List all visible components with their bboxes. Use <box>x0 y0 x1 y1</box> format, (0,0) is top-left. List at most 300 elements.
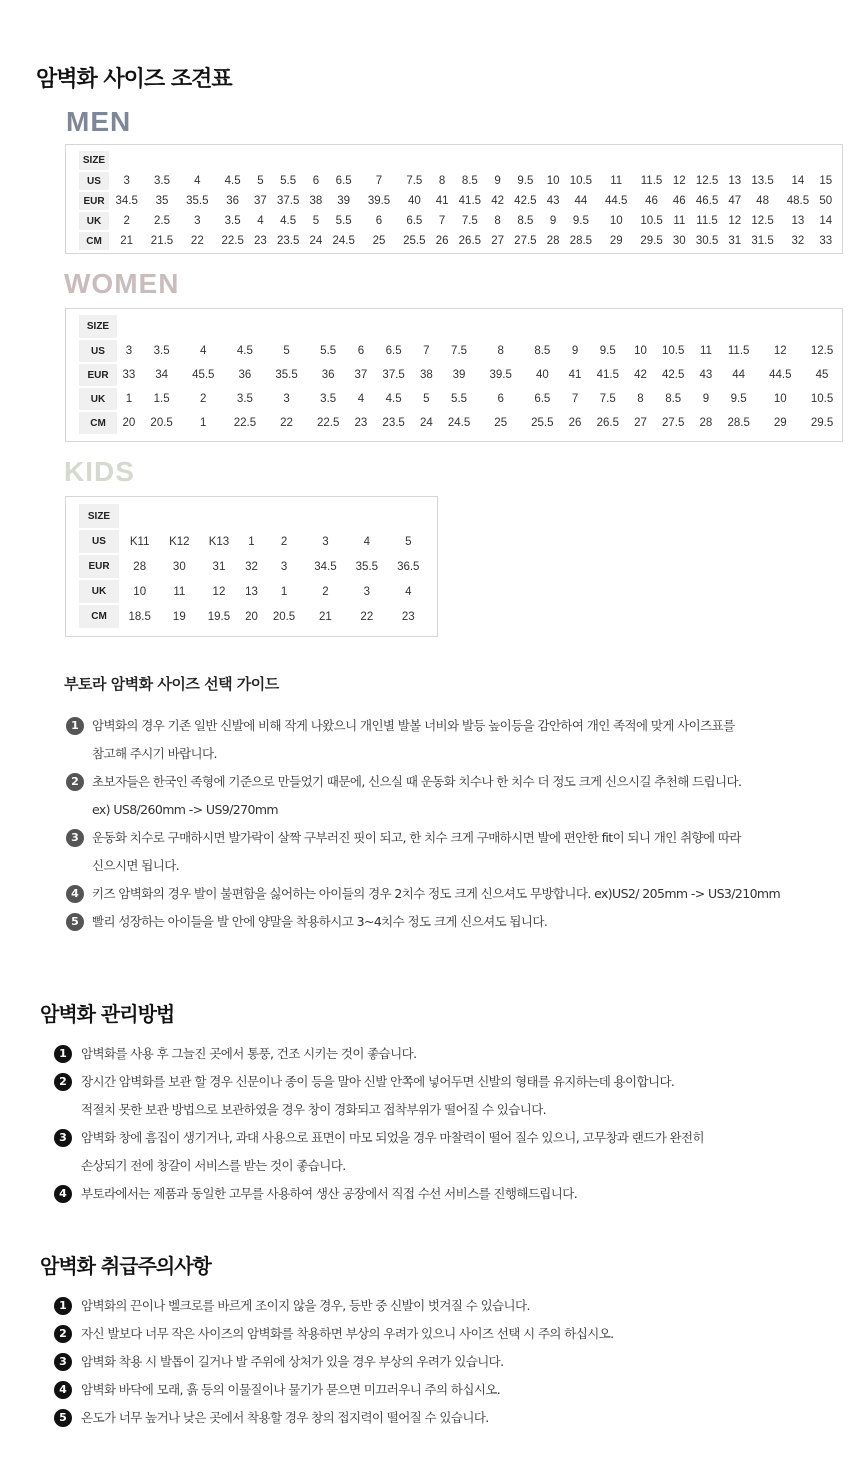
size-cell: 22 <box>190 235 204 247</box>
size-cell: 38 <box>419 369 433 381</box>
size-cell: 1 <box>200 417 207 429</box>
size-header-cell: SIZE <box>79 151 109 171</box>
size-cell: 22.5 <box>316 417 340 429</box>
women-size-chart <box>65 308 843 442</box>
size-cell: 2 <box>200 393 207 405</box>
size-cell: 39 <box>337 195 351 207</box>
number-badge: 3 <box>54 1129 72 1147</box>
size-cell: 5 <box>423 393 430 405</box>
care-item <box>54 1068 844 1124</box>
size-cell: 7.5 <box>461 215 478 227</box>
item-text-line: 참고해 주시기 바랍니다. <box>92 746 217 761</box>
care-item <box>54 1180 844 1208</box>
size-cell: 13 <box>245 585 258 598</box>
size-cell: 4 <box>257 215 264 227</box>
size-cell: 43 <box>699 369 713 381</box>
size-cell: 23.5 <box>276 235 300 247</box>
size-cell: 5.5 <box>280 175 297 187</box>
size-row-eur <box>79 363 843 387</box>
number-badge: 4 <box>54 1381 72 1399</box>
size-cell: 40 <box>407 195 421 207</box>
size-cell: 10.5 <box>810 393 834 405</box>
row-label: EUR <box>79 363 117 387</box>
size-cell: 3.5 <box>153 175 170 187</box>
size-cell: 3.5 <box>153 345 170 357</box>
size-row-cm <box>79 231 836 251</box>
size-cell: 33 <box>819 235 833 247</box>
size-cell: 8.5 <box>665 393 682 405</box>
number-badge: 1 <box>54 1297 72 1315</box>
size-cell: 9 <box>549 215 557 227</box>
size-cell: 31 <box>212 560 226 573</box>
size-cell: 7 <box>375 175 383 187</box>
row-label: UK <box>79 387 117 411</box>
size-cell: 34.5 <box>314 560 337 573</box>
size-cell: 40 <box>535 369 549 381</box>
size-cell: 3 <box>123 175 130 187</box>
size-cell: 10 <box>634 345 647 357</box>
row-label: US <box>79 529 119 554</box>
size-cell: 33 <box>122 369 136 381</box>
size-cell: 1 <box>125 393 133 405</box>
size-cell: 5.5 <box>320 345 337 357</box>
size-cell: 21 <box>319 610 332 623</box>
size-cell: 6 <box>375 215 383 227</box>
size-cell: 14 <box>791 175 805 187</box>
size-cell: 8.5 <box>534 345 551 357</box>
size-cell: 15 <box>819 175 833 187</box>
size-cell: 28 <box>133 560 147 573</box>
size-cell: 42 <box>491 195 504 207</box>
size-cell: 23 <box>401 610 415 623</box>
size-cell: 12.5 <box>695 175 719 187</box>
size-cell: 18.5 <box>128 610 151 623</box>
size-cell: 3 <box>322 535 329 548</box>
size-cell: 9.5 <box>572 215 589 227</box>
item-text-line: 암벽화 창에 흠집이 생기거나, 과대 사용으로 표면이 마모 되었을 경우 마찰력이 떨어 질수 있으니, 고무창과 랜드가 완전히 <box>81 1130 704 1145</box>
size-row-us <box>79 171 836 191</box>
size-cell: 36 <box>226 195 240 207</box>
size-cell: 2 <box>322 585 329 598</box>
size-cell: 9 <box>494 175 501 187</box>
size-cell: 4.5 <box>236 345 253 357</box>
size-cell: 3.5 <box>320 393 337 405</box>
caution-item <box>54 1376 844 1404</box>
size-cell: 39.5 <box>489 369 512 381</box>
size-cell: 5.5 <box>335 215 352 227</box>
size-cell: 6.5 <box>335 175 352 187</box>
size-cell: 3 <box>363 585 371 598</box>
size-cell: 27.5 <box>662 417 685 429</box>
size-cell: 6 <box>312 175 320 187</box>
caution-item <box>54 1404 844 1432</box>
size-cell: 12 <box>728 215 742 227</box>
size-cell: 11 <box>699 345 712 357</box>
size-cell: 45 <box>815 369 829 381</box>
size-cell: 9.5 <box>730 393 747 405</box>
size-cell: 9.5 <box>517 175 534 187</box>
size-cell: 10 <box>773 393 787 405</box>
size-cell: 31.5 <box>751 235 774 247</box>
size-cell: 20 <box>122 417 136 429</box>
size-cell: 4 <box>357 393 365 405</box>
size-cell: K11 <box>129 535 150 548</box>
size-cell: 36 <box>321 369 335 381</box>
size-cell: 35.5 <box>355 560 379 573</box>
size-cell: 12.5 <box>810 345 834 357</box>
size-cell: 8.5 <box>517 215 534 227</box>
guide-item <box>66 712 846 768</box>
size-cell: 10 <box>609 215 623 227</box>
size-cell: 32 <box>791 235 805 247</box>
size-cell: 21.5 <box>150 235 174 247</box>
size-cell: 19 <box>172 610 186 623</box>
size-cell: 13.5 <box>751 175 774 187</box>
size-cell: 48.5 <box>786 195 810 207</box>
size-row-uk <box>79 387 843 411</box>
item-text-line: ex) US8/260mm -> US9/270mm <box>92 802 278 817</box>
size-cell: 27 <box>634 417 647 429</box>
item-text-line: 신으시면 됩니다. <box>92 858 180 873</box>
size-cell: 20 <box>245 610 258 623</box>
size-cell: 27.5 <box>514 235 537 247</box>
care-section-title: 암벽화 관리방법 <box>40 1002 175 1026</box>
row-label: US <box>79 339 117 363</box>
care-item <box>54 1040 844 1068</box>
size-cell: 4.5 <box>224 175 241 187</box>
number-badge: 3 <box>54 1353 72 1371</box>
number-badge: 3 <box>66 829 84 847</box>
size-header-cell: SIZE <box>79 315 117 339</box>
kids-size-table <box>79 504 429 630</box>
row-label: US <box>79 171 109 191</box>
women-size-table <box>79 315 843 436</box>
size-cell: 12 <box>773 345 787 357</box>
size-cell: 11.5 <box>696 215 718 227</box>
caution-section-title: 암벽화 취급주의사항 <box>40 1254 211 1278</box>
size-cell: 10.5 <box>640 215 663 227</box>
size-cell: 12 <box>672 175 686 187</box>
size-cell: 28.5 <box>569 235 593 247</box>
size-cell: 4 <box>363 535 371 548</box>
size-row-uk <box>79 579 429 604</box>
item-text-line: 적절치 못한 보관 방법으로 보관하였을 경우 창이 경화되고 접착부위가 떨어질 수 있습니다. <box>81 1102 547 1117</box>
size-cell: 5 <box>283 345 290 357</box>
size-cell: 36.5 <box>397 560 420 573</box>
size-cell: 29 <box>773 417 787 429</box>
row-label: UK <box>79 211 109 231</box>
size-cell: 26.5 <box>458 235 482 247</box>
row-label: CM <box>79 604 119 629</box>
size-row-cm <box>79 411 843 435</box>
size-cell: 20.5 <box>150 417 173 429</box>
size-cell: 41 <box>568 369 582 381</box>
item-text-line: 키즈 암벽화의 경우 발이 불편함을 싫어하는 아이들의 경우 2치수 정도 크게 신으셔도 무방합니다. ex)US2/ 205mm -> US3/210mm <box>92 886 781 901</box>
size-cell: 8 <box>438 175 446 187</box>
size-cell: 8 <box>637 393 644 405</box>
size-cell: 44.5 <box>769 369 792 381</box>
size-cell: 37 <box>354 369 368 381</box>
caution-item <box>54 1348 844 1376</box>
size-cell: 3 <box>125 345 133 357</box>
size-row-us <box>79 339 843 363</box>
size-cell: 41 <box>435 195 449 207</box>
size-cell: 31 <box>728 235 742 247</box>
item-text-line: 암벽화를 사용 후 그늘진 곳에서 통풍, 건조 시키는 것이 좋습니다. <box>81 1046 417 1061</box>
size-cell: 11 <box>673 215 686 227</box>
size-cell: 6.5 <box>534 393 551 405</box>
size-cell: 3 <box>280 560 288 573</box>
size-cell: 23 <box>254 235 267 247</box>
size-cell: 48 <box>756 195 769 207</box>
size-cell: 29.5 <box>810 417 834 429</box>
item-text-line: 초보자들은 한국인 족형에 기준으로 만들었기 때문에, 신으실 때 운동화 치수나 한 치수 더 정도 크게 신으시길 추천해 드립니다. <box>92 774 742 789</box>
size-row-uk <box>79 211 836 231</box>
item-text-line: 자신 발보다 너무 작은 사이즈의 암벽화를 착용하면 부상의 우려가 있으니 사이즈 선택 시 주의 하십시오. <box>81 1326 614 1341</box>
size-cell: 23.5 <box>382 417 405 429</box>
size-cell: 1 <box>248 535 255 548</box>
size-cell: 3.5 <box>224 215 241 227</box>
size-cell: 5 <box>257 175 264 187</box>
size-cell: 6 <box>497 393 504 405</box>
size-cell: 29.5 <box>640 235 663 247</box>
size-cell: 30.5 <box>695 235 719 247</box>
size-cell: 45.5 <box>192 369 215 381</box>
size-row-us <box>79 529 429 554</box>
size-cell: 10.5 <box>569 175 593 187</box>
kids-section-label: KIDS <box>64 456 135 487</box>
header-spacer <box>117 315 843 339</box>
size-cell: 34 <box>155 369 169 381</box>
size-cell: 3.5 <box>236 393 253 405</box>
size-cell: 9.5 <box>599 345 616 357</box>
size-cell: 7 <box>571 393 579 405</box>
size-cell: 50 <box>819 195 833 207</box>
number-badge: 4 <box>54 1185 72 1203</box>
size-cell: 26.5 <box>596 417 619 429</box>
size-cell: K12 <box>169 535 190 548</box>
row-label: EUR <box>79 191 109 211</box>
caution-item <box>54 1292 844 1320</box>
size-cell: 1 <box>280 585 288 598</box>
row-label: EUR <box>79 554 119 579</box>
row-label: CM <box>79 411 117 435</box>
size-cell: 37.5 <box>382 369 405 381</box>
item-text-line: 부토라에서는 제품과 동일한 고무를 사용하여 생산 공장에서 직접 수선 서비스를 진행해드립니다. <box>81 1186 578 1201</box>
size-cell: 37 <box>254 195 267 207</box>
size-cell: 11.5 <box>727 345 750 357</box>
size-cell: 19.5 <box>207 610 231 623</box>
care-item <box>54 1124 844 1180</box>
size-cell: 4 <box>200 345 207 357</box>
size-cell: 1.5 <box>153 393 170 405</box>
size-cell: 34.5 <box>115 195 138 207</box>
size-header-row <box>79 504 429 529</box>
size-cell: 11 <box>610 175 623 187</box>
size-header-cell: SIZE <box>79 504 119 529</box>
size-guide-list <box>66 712 846 936</box>
size-cell: 25 <box>372 235 386 247</box>
size-cell: 9 <box>571 345 579 357</box>
size-cell: 10 <box>546 175 560 187</box>
size-cell: 42.5 <box>662 369 685 381</box>
size-cell: 43 <box>546 195 560 207</box>
size-cell: 4.5 <box>385 393 402 405</box>
item-text-line: 암벽화 착용 시 발톱이 길거나 발 주위에 상처가 있을 경우 부상의 우려가 있습니다. <box>81 1354 504 1369</box>
size-cell: 46.5 <box>695 195 719 207</box>
size-cell: 22 <box>280 417 293 429</box>
size-cell: 41.5 <box>458 195 482 207</box>
guide-item <box>66 824 846 880</box>
size-cell: 6.5 <box>385 345 402 357</box>
size-row-eur <box>79 554 429 579</box>
size-cell: 10 <box>133 585 147 598</box>
size-cell: 35 <box>155 195 169 207</box>
size-cell: 47 <box>728 195 742 207</box>
item-text-line: 온도가 너무 높거나 낮은 곳에서 착용할 경우 창의 접지력이 떨어질 수 있습니다. <box>81 1410 489 1425</box>
size-cell: 8.5 <box>461 175 478 187</box>
size-cell: 6.5 <box>406 215 423 227</box>
item-text-line: 암벽화 바닥에 모래, 흙 등의 이물질이나 물기가 묻으면 미끄러우니 주의 하십시오. <box>81 1382 501 1397</box>
men-size-chart <box>65 144 843 254</box>
size-cell: 4 <box>194 175 201 187</box>
size-cell: 39.5 <box>367 195 391 207</box>
size-cell: 28 <box>546 235 560 247</box>
size-cell: 8 <box>494 215 501 227</box>
size-cell: 26 <box>568 417 582 429</box>
size-cell: 2 <box>280 535 288 548</box>
size-cell: 14 <box>819 215 833 227</box>
size-cell: 3 <box>194 215 201 227</box>
size-cell: 2.5 <box>153 215 170 227</box>
number-badge: 2 <box>66 773 84 791</box>
size-cell: 12 <box>212 585 226 598</box>
row-label: CM <box>79 231 109 251</box>
size-cell: 12.5 <box>751 215 774 227</box>
number-badge: 5 <box>54 1409 72 1427</box>
size-cell: 35.5 <box>186 195 209 207</box>
size-cell: 7 <box>438 215 446 227</box>
size-cell: 44 <box>574 195 588 207</box>
size-cell: 39 <box>452 369 466 381</box>
item-text-line: 암벽화의 끈이나 벨크로를 바르게 조이지 않을 경우, 등반 중 신발이 벗겨질 수 있습니다. <box>81 1298 530 1313</box>
page-title: 암벽화 사이즈 조견표 <box>36 67 232 92</box>
size-row-eur <box>79 191 836 211</box>
size-cell: 11.5 <box>640 175 663 187</box>
size-cell: K13 <box>208 535 230 548</box>
size-cell: 29 <box>609 235 623 247</box>
kids-size-chart <box>65 496 438 637</box>
size-cell: 25.5 <box>531 417 554 429</box>
item-text-line: 손상되기 전에 창갈이 서비스를 받는 것이 좋습니다. <box>81 1158 346 1173</box>
size-cell: 13 <box>728 175 742 187</box>
number-badge: 1 <box>66 717 84 735</box>
guide-item <box>66 880 846 908</box>
caution-list <box>54 1292 844 1432</box>
size-cell: 27 <box>491 235 504 247</box>
size-cell: 25 <box>494 417 508 429</box>
number-badge: 5 <box>66 913 84 931</box>
size-cell: 10.5 <box>662 345 685 357</box>
size-cell: 23 <box>354 417 368 429</box>
size-cell: 35.5 <box>275 369 298 381</box>
size-cell: 42.5 <box>514 195 537 207</box>
item-text-line: 빨리 성장하는 아이들을 발 안에 양말을 착용하시고 3~4치수 정도 크게 신으셔도 됩니다. <box>92 914 548 929</box>
item-text-line: 운동화 치수로 구매하시면 발가락이 살짝 구부러진 핏이 되고, 한 치수 크게 구매하시면 발에 편안한 fit이 되니 개인 취향에 따라 <box>92 830 741 845</box>
size-cell: 3 <box>283 393 290 405</box>
size-cell: 7.5 <box>451 345 468 357</box>
item-text-line: 장시간 암벽화를 보관 할 경우 신문이나 종이 등을 말아 신발 안쪽에 넣어두면 신발의 형태를 유지하는데 용이합니다. <box>81 1074 675 1089</box>
size-cell: 46 <box>672 195 686 207</box>
men-size-table <box>79 151 836 252</box>
size-cell: 30 <box>672 235 686 247</box>
size-cell: 44 <box>732 369 746 381</box>
number-badge: 2 <box>54 1325 72 1343</box>
size-cell: 6 <box>357 345 365 357</box>
number-badge: 2 <box>54 1073 72 1091</box>
size-header-row <box>79 151 836 171</box>
size-cell: 41.5 <box>596 369 619 381</box>
size-cell: 22.5 <box>233 417 257 429</box>
size-cell: 26 <box>435 235 449 247</box>
size-cell: 38 <box>309 195 323 207</box>
number-badge: 1 <box>54 1045 72 1063</box>
size-cell: 7.5 <box>599 393 616 405</box>
item-text-line: 암벽화의 경우 기존 일반 신발에 비해 작게 나왔으니 개인별 발볼 너비와 발등 높이등을 감안하여 개인 족적에 맞게 사이즈표를 <box>92 718 735 733</box>
number-badge: 4 <box>66 885 84 903</box>
size-cell: 24.5 <box>447 417 471 429</box>
size-cell: 4 <box>405 585 412 598</box>
size-cell: 22.5 <box>221 235 244 247</box>
size-cell: 4.5 <box>280 215 297 227</box>
men-section-label: MEN <box>66 106 132 137</box>
size-cell: 28 <box>699 417 713 429</box>
size-cell: 11 <box>173 585 186 598</box>
size-row-cm <box>79 604 429 629</box>
size-cell: 24 <box>419 417 433 429</box>
size-header-row <box>79 315 843 339</box>
size-cell: 5 <box>405 535 412 548</box>
size-cell: 28.5 <box>727 417 750 429</box>
size-cell: 24 <box>309 235 323 247</box>
size-cell: 7 <box>423 345 430 357</box>
header-spacer <box>119 504 429 529</box>
size-cell: 22 <box>360 610 374 623</box>
size-cell: 9 <box>702 393 710 405</box>
women-section-label: WOMEN <box>64 268 180 299</box>
care-list <box>54 1040 844 1208</box>
size-cell: 44.5 <box>605 195 628 207</box>
size-cell: 7.5 <box>406 175 423 187</box>
size-cell: 46 <box>645 195 658 207</box>
size-cell: 36 <box>238 369 252 381</box>
size-cell: 24.5 <box>332 235 355 247</box>
caution-item <box>54 1320 844 1348</box>
size-cell: 21 <box>120 235 134 247</box>
size-cell: 42 <box>634 369 647 381</box>
size-cell: 2 <box>123 215 130 227</box>
size-cell: 37.5 <box>276 195 300 207</box>
size-cell: 5 <box>312 215 320 227</box>
size-cell: 13 <box>791 215 805 227</box>
size-cell: 25.5 <box>403 235 426 247</box>
size-guide-title: 부토라 암벽화 사이즈 선택 가이드 <box>64 675 279 693</box>
size-cell: 8 <box>497 345 504 357</box>
header-spacer <box>109 151 836 171</box>
guide-item <box>66 908 846 936</box>
size-cell: 30 <box>172 560 186 573</box>
size-cell: 5.5 <box>451 393 468 405</box>
